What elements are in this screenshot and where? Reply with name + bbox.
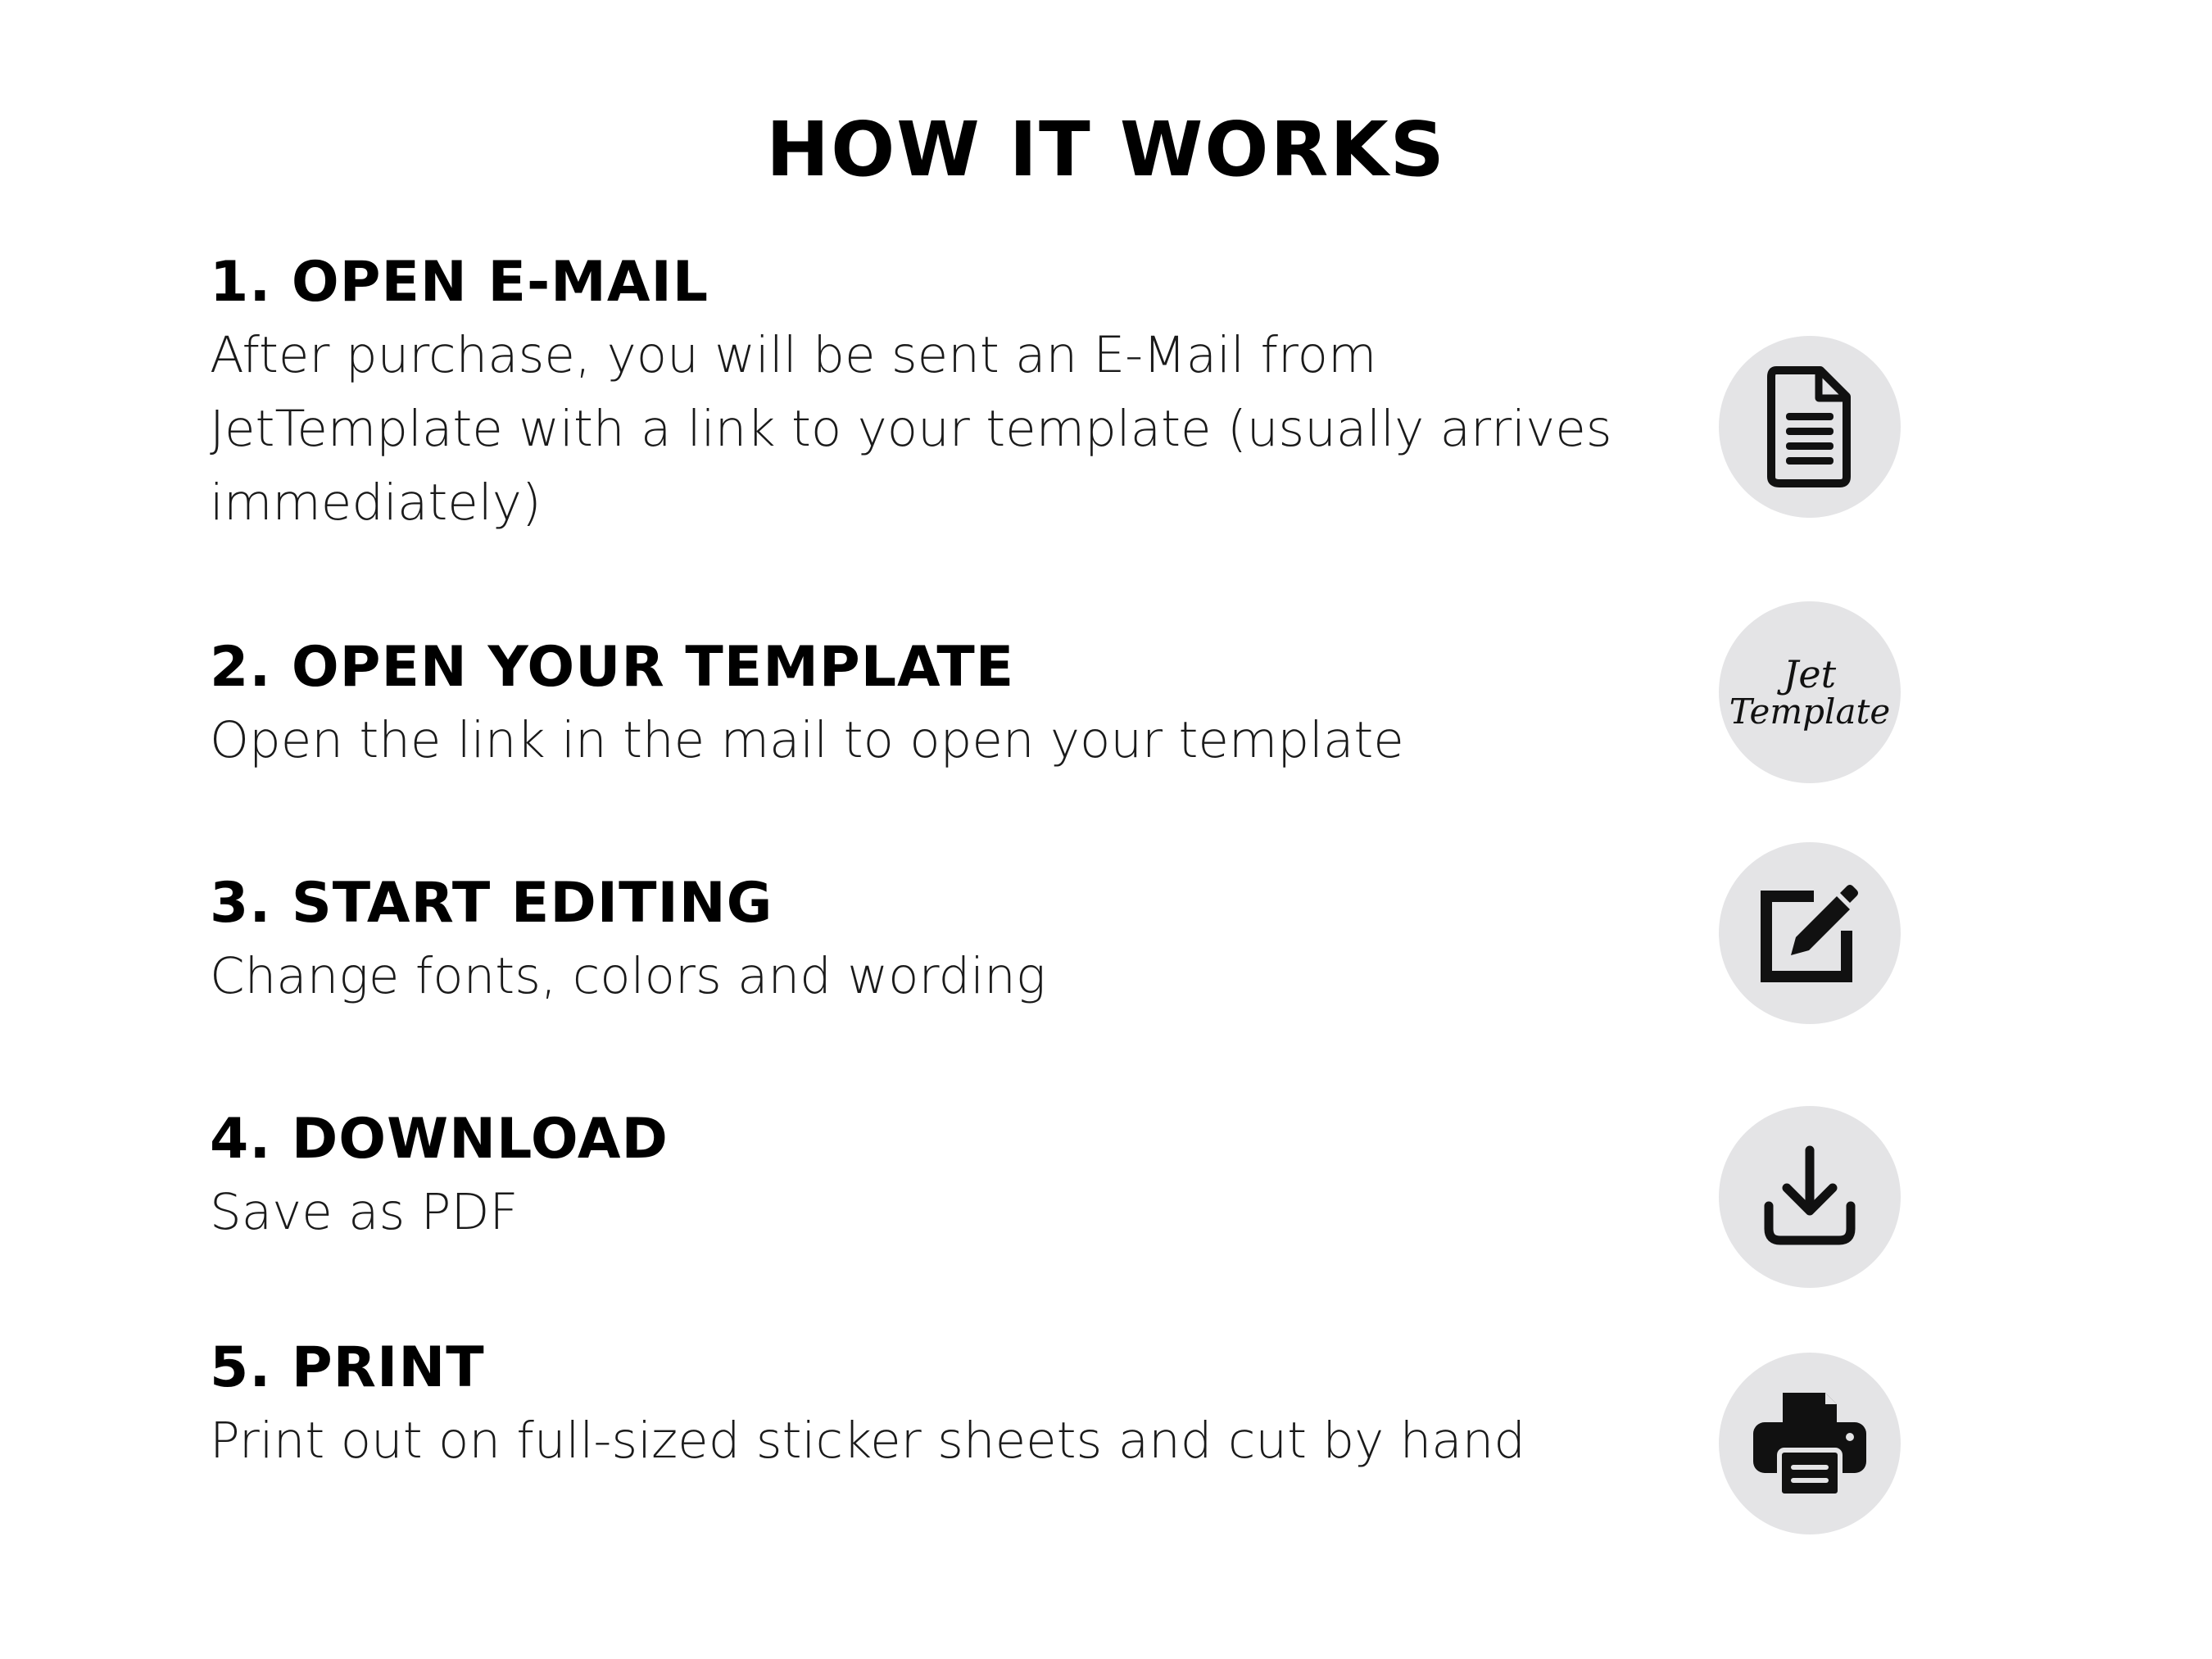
step-download [210,1107,1652,1249]
step-heading: 2. OPEN YOUR TEMPLATE [210,635,1015,700]
page-title: HOW IT WORKS [766,106,1446,193]
step-open-template [210,635,1652,777]
jettemplate-logo-badge [1719,601,1901,783]
step-heading: 3. START EDITING [210,871,773,936]
step-description: Open the link in the mail to open your template [210,711,1404,769]
step-description: After purchase, you will be sent an E-Mail from JetTemplate with a link to your template (usually arrives immediately) [210,326,1612,532]
edit-icon [1756,880,1863,986]
logo-line-template: Template [1729,691,1891,732]
logo-line-jet: Jet [1783,651,1837,696]
edit-icon-badge [1719,842,1901,1024]
document-icon [1765,365,1855,488]
step-heading: 4. DOWNLOAD [210,1107,669,1172]
step-description: Change fonts, colors and wording [210,947,1046,1005]
step-open-email [210,250,1652,540]
step-print [210,1335,1652,1478]
step-heading: 1. OPEN E-MAIL [210,250,709,315]
download-icon-badge [1719,1106,1901,1288]
download-icon [1761,1144,1859,1250]
step-description: Print out on full-sized sticker sheets and cut by hand [210,1412,1526,1470]
jettemplate-logo [1729,651,1891,732]
step-heading: 5. PRINT [210,1335,485,1400]
step-description: Save as PDF [210,1183,519,1241]
printer-icon-badge [1719,1353,1901,1534]
printer-icon [1748,1386,1871,1501]
document-icon-badge [1719,336,1901,518]
step-start-editing [210,871,1652,1013]
